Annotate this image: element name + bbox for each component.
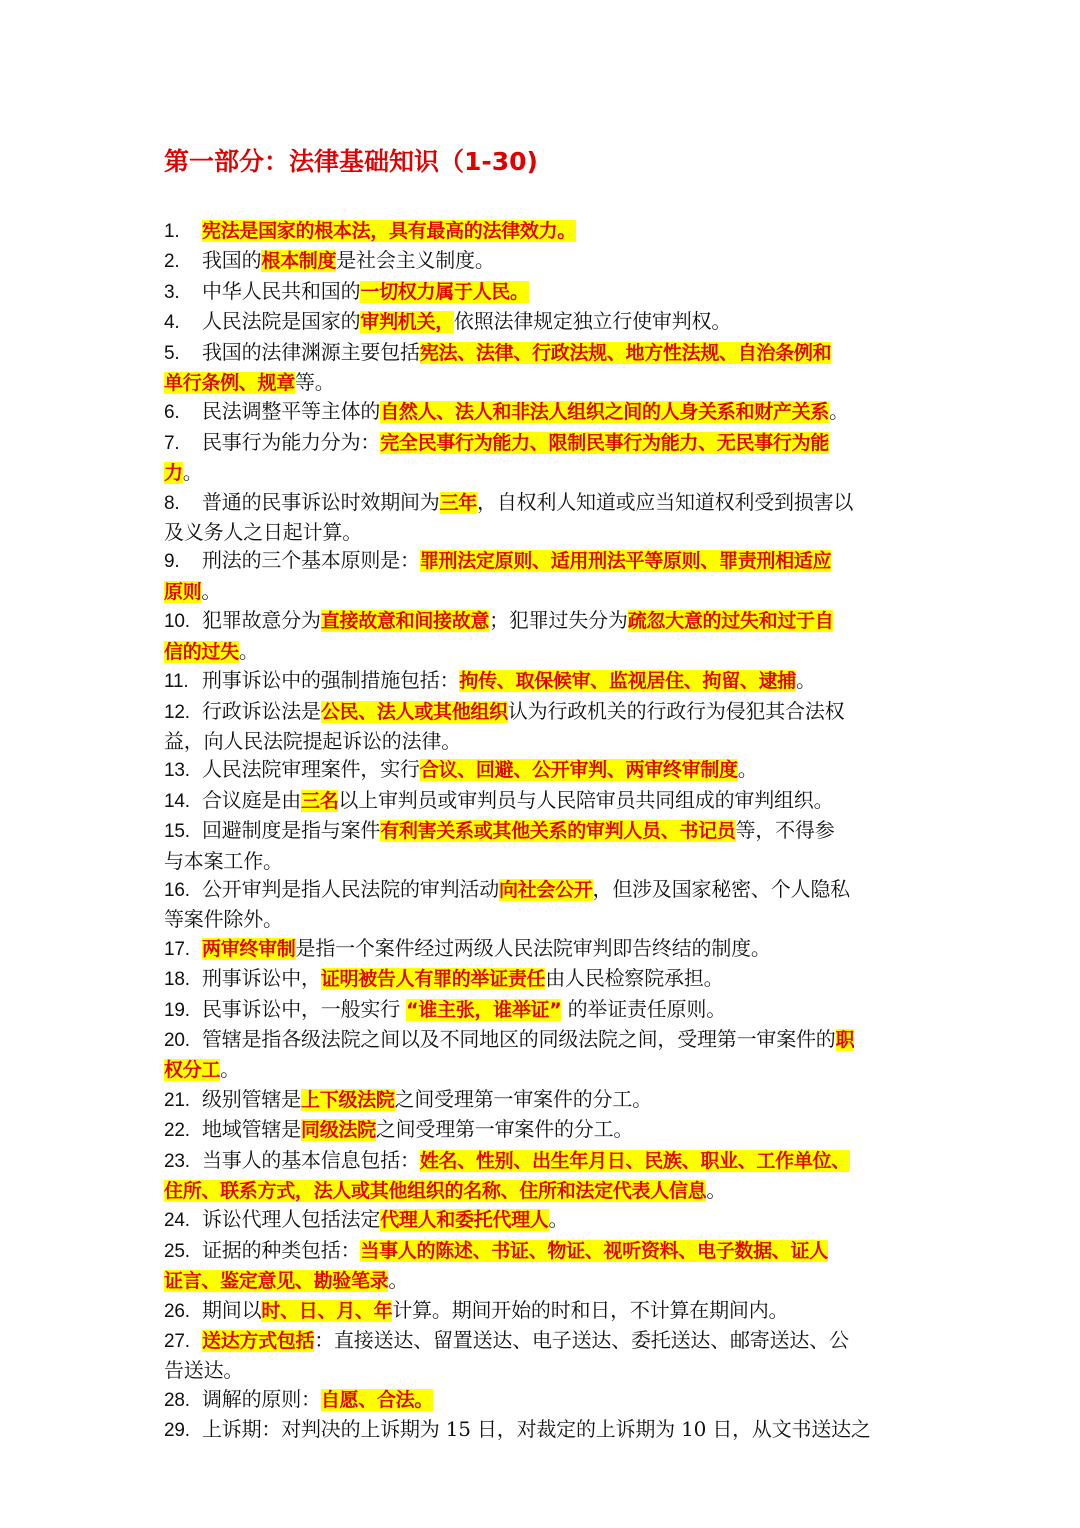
item-text: 依照法律规定独立行使审判权。 <box>453 309 732 334</box>
list-item-line <box>164 1055 924 1084</box>
item-text: 。 <box>238 638 259 663</box>
list-item-line <box>164 1146 924 1176</box>
item-text: 当事人的基本信息包括： <box>202 1147 420 1172</box>
item-number: 26. <box>164 1300 190 1322</box>
item-text: 刑事诉讼中的强制措施包括： <box>202 668 460 693</box>
list-item-line <box>164 637 924 666</box>
item-number: 11. <box>164 671 189 693</box>
highlighted-text: 姓名、性别、出生年月日、民族、职业、工作单位、 <box>419 1149 850 1172</box>
item-text: 由人民检察院承担。 <box>545 966 724 991</box>
highlighted-text: 向社会公开 <box>499 878 593 901</box>
item-number: 1. <box>164 221 180 242</box>
item-text: 民事行为能力分为： <box>202 429 381 454</box>
item-text: 地域管辖是 <box>202 1117 301 1142</box>
highlighted-text: 直接故意和间接故意 <box>320 610 490 633</box>
list-item-line <box>164 1025 924 1055</box>
item-number: 29. <box>164 1420 190 1442</box>
item-text: 公开审判是指人民法院的审判活动 <box>202 876 499 901</box>
highlighted-text: 时、日、月、年 <box>261 1299 393 1322</box>
list-item <box>164 697 924 756</box>
item-number: 22. <box>164 1120 190 1142</box>
item-text: 等。 <box>294 370 335 395</box>
list-item-line <box>164 338 924 368</box>
item-text: 诉讼代理人包括法定 <box>202 1207 381 1232</box>
item-number: 24. <box>164 1210 190 1232</box>
item-number: 7. <box>164 432 180 454</box>
item-text: ：直接送达、留置送达、电子送达、委托送达、邮寄送达、公 <box>314 1328 849 1353</box>
item-text: 民事诉讼中，一般实行 <box>202 996 407 1021</box>
item-text: 。 <box>220 1057 240 1082</box>
list-item <box>164 816 924 875</box>
item-text: 。 <box>201 578 222 603</box>
list-item <box>164 1085 924 1115</box>
list-item-line <box>164 1296 924 1326</box>
highlighted-text: 完全民事行为能力、限制民事行为能力、无民事行为能 <box>380 431 830 454</box>
item-number: 16. <box>164 879 190 901</box>
knowledge-list <box>164 216 924 1446</box>
list-item-line <box>164 1326 924 1356</box>
item-text: 是社会主义制度。 <box>336 248 495 273</box>
list-item-line <box>164 755 924 785</box>
highlighted-text: 根本制度 <box>261 250 337 273</box>
highlighted-text: 合议、回避、公开审判、两审终审制度 <box>419 759 738 782</box>
list-item-line <box>164 816 924 846</box>
list-item <box>164 216 924 246</box>
list-item-line <box>164 606 924 636</box>
highlighted-text: 原则 <box>164 580 202 603</box>
item-text: 期间以 <box>202 1297 262 1322</box>
highlighted-text: 审判机关， <box>360 311 454 334</box>
list-item <box>164 1415 924 1445</box>
highlighted-text: 同级法院 <box>301 1119 376 1142</box>
list-item <box>164 1146 924 1206</box>
item-text: 告送达。 <box>164 1358 244 1383</box>
list-item <box>164 786 924 816</box>
item-text: 。 <box>737 757 758 782</box>
item-text: 。 <box>182 460 203 485</box>
item-number: 14. <box>164 790 190 812</box>
item-number: 25. <box>164 1240 190 1262</box>
item-text: ，自权利人知道或应当知道权利受到损害以 <box>477 489 854 514</box>
highlighted-text: 职 <box>835 1028 855 1051</box>
item-text: 普通的民事诉讼时效期间为 <box>202 489 440 514</box>
list-item-line <box>164 786 924 816</box>
list-item <box>164 995 924 1025</box>
item-text: 回避制度是指与案件 <box>202 818 381 843</box>
item-number: 10. <box>164 611 190 633</box>
item-text: 与本案工作。 <box>164 848 283 873</box>
list-item <box>164 307 924 337</box>
list-item <box>164 755 924 785</box>
list-item-line <box>164 934 924 964</box>
item-number: 19. <box>164 999 190 1021</box>
item-number: 21. <box>164 1089 190 1111</box>
list-item-line <box>164 458 924 487</box>
list-item <box>164 277 924 307</box>
list-item <box>164 546 924 606</box>
item-text: 益，向人民法院提起诉讼的法律。 <box>164 728 461 753</box>
item-text: 是指一个案件经过两级人民法院审判即告终结的制度。 <box>295 935 771 960</box>
item-number: 5. <box>164 342 180 364</box>
highlighted-text: 自愿、合法。 <box>320 1388 434 1411</box>
highlighted-text: “谁主张，谁举证” <box>406 998 562 1021</box>
item-text: ，但涉及国家秘密、个人隐私 <box>592 876 850 901</box>
list-item-line <box>164 905 924 933</box>
list-item-line <box>164 428 924 458</box>
list-item-line <box>164 847 924 875</box>
list-item <box>164 606 924 666</box>
list-item <box>164 338 924 398</box>
list-item-line <box>164 1176 924 1205</box>
highlighted-text: 自然人、法人和非法人组织之间的人身关系和财产关系 <box>380 401 830 424</box>
list-item-line <box>164 1385 924 1415</box>
item-text: 我国的法律渊源主要包括 <box>202 339 420 364</box>
item-text: 上诉期：对判决的上诉期为 15 日，对裁定的上诉期为 10 日，从文书送达之 <box>202 1417 871 1442</box>
highlighted-text: 住所、联系方式，法人或其他组织的名称、住所和法定代表人信息 <box>164 1180 707 1202</box>
item-text: 。 <box>796 668 816 693</box>
highlighted-text: 证言、鉴定意见、勘验笔录 <box>164 1270 389 1293</box>
item-text: 及义务人之日起计算。 <box>164 520 362 545</box>
list-item-line <box>164 1205 924 1235</box>
list-item-line <box>164 1115 924 1145</box>
highlighted-text: 宪法是国家的根本法，具有最高的法律效力。 <box>202 220 577 242</box>
highlighted-text: 当事人的陈述、书证、物证、视听资料、电子数据、证人 <box>360 1239 828 1262</box>
list-item <box>164 488 924 547</box>
item-number: 13. <box>164 760 190 782</box>
item-text: 我国的 <box>202 248 262 273</box>
item-text: 以上审判员或审判员与人民陪审员共同组成的审判组织。 <box>338 787 834 812</box>
list-item <box>164 934 924 964</box>
item-number: 4. <box>164 312 180 334</box>
highlighted-text: 送达方式包括 <box>202 1330 315 1353</box>
highlighted-text: 信的过失 <box>164 640 239 663</box>
item-number: 28. <box>164 1389 190 1411</box>
item-number: 9. <box>164 551 180 573</box>
item-text: 中华人民共和国的 <box>202 278 361 303</box>
item-text: 人民法院审理案件，实行 <box>202 757 420 782</box>
item-text: 之间受理第一审案件的分工。 <box>375 1117 634 1142</box>
item-text: 。 <box>706 1178 727 1202</box>
item-text: 。 <box>829 399 849 424</box>
highlighted-text: 权分工 <box>164 1059 221 1082</box>
item-text: 证据的种类包括： <box>202 1237 361 1262</box>
item-text: 之间受理第一审案件的分工。 <box>394 1086 652 1111</box>
highlighted-text: 上下级法院 <box>301 1088 395 1111</box>
item-text: 行政诉讼法是 <box>202 698 321 723</box>
item-text: 刑法的三个基本原则是： <box>202 548 420 573</box>
list-item-line <box>164 368 924 397</box>
list-item <box>164 1236 924 1296</box>
list-item-line <box>164 246 924 276</box>
item-text: 民法调整平等主体的 <box>202 399 381 424</box>
item-number: 2. <box>164 251 180 273</box>
item-number: 6. <box>164 402 180 424</box>
list-item-line <box>164 277 924 307</box>
list-item-line <box>164 307 924 337</box>
item-text: 合议庭是由 <box>202 787 301 812</box>
highlighted-text: 力 <box>164 462 183 485</box>
highlighted-text: 三年 <box>439 491 478 514</box>
item-number: 12. <box>164 701 190 723</box>
list-item <box>164 964 924 994</box>
list-item-line <box>164 697 924 727</box>
item-text: 刑事诉讼中， <box>202 966 321 991</box>
item-number: 27. <box>164 1331 190 1353</box>
item-number: 8. <box>164 492 180 514</box>
list-item-line <box>164 577 924 606</box>
list-item-line <box>164 546 924 576</box>
item-text: 认为行政机关的行政行为侵犯其合法权 <box>507 698 845 723</box>
item-text: 调解的原则： <box>202 1386 321 1411</box>
item-text: 犯罪故意分为 <box>202 608 321 633</box>
list-item-line <box>164 875 924 905</box>
item-number: 15. <box>164 821 190 843</box>
list-item-line <box>164 964 924 994</box>
list-item <box>164 875 924 934</box>
item-text: 。 <box>388 1268 409 1293</box>
item-text: 级别管辖是 <box>202 1086 301 1111</box>
list-item-line <box>164 518 924 546</box>
list-item-line <box>164 1415 924 1445</box>
section-title: 第一部分：法律基础知识（1-30) <box>164 147 538 176</box>
item-text: 人民法院是国家的 <box>202 309 361 334</box>
highlighted-text: 疏忽大意的过失和过于自 <box>627 610 834 633</box>
item-number: 18. <box>164 969 190 991</box>
list-item-line <box>164 488 924 518</box>
list-item <box>164 1025 924 1085</box>
item-text: ；犯罪过失分为 <box>489 608 628 633</box>
item-number: 20. <box>164 1029 190 1051</box>
item-text: 等，不得参 <box>735 818 835 843</box>
list-item-line <box>164 666 924 696</box>
highlighted-text: 拘传、取保候审、监视居住、拘留、逮捕 <box>459 670 797 693</box>
highlighted-text: 罪刑法定原则、适用刑法平等原则、罪责刑相适应 <box>419 550 832 573</box>
item-number: 3. <box>164 281 180 303</box>
item-number: 23. <box>164 1150 190 1172</box>
list-item-line <box>164 397 924 427</box>
highlighted-text: 公民、法人或其他组织 <box>320 700 508 723</box>
item-text: 等案件除外。 <box>164 907 283 932</box>
list-item <box>164 428 924 488</box>
list-item <box>164 246 924 276</box>
highlighted-text: 宪法、法律、行政法规、地方性法规、自治条例和 <box>419 341 832 364</box>
list-item <box>164 1326 924 1385</box>
item-text: 计算。期间开始的时和日，不计算在期间内。 <box>392 1297 789 1322</box>
list-item-line <box>164 995 924 1025</box>
highlighted-text: 两审终审制 <box>202 937 296 960</box>
item-text: 的举证责任原则。 <box>561 996 727 1021</box>
item-text: 。 <box>548 1207 569 1232</box>
item-text: 管辖是指各级法院之间以及不同地区的同级法院之间，受理第一审案件的 <box>202 1026 836 1051</box>
list-item-line <box>164 1085 924 1115</box>
list-item-line <box>164 1236 924 1266</box>
highlighted-text: 代理人和委托代理人 <box>380 1209 549 1232</box>
highlighted-text: 单行条例、规章 <box>164 372 295 395</box>
list-item <box>164 1385 924 1415</box>
list-item <box>164 1205 924 1235</box>
highlighted-text: 三名 <box>301 789 339 812</box>
list-item-line <box>164 727 924 755</box>
list-item-line <box>164 1356 924 1384</box>
list-item <box>164 1296 924 1326</box>
highlighted-text: 一切权力属于人民。 <box>360 280 529 303</box>
list-item <box>164 666 924 696</box>
list-item-line <box>164 216 924 246</box>
highlighted-text: 证明被告人有罪的举证责任 <box>320 968 546 991</box>
list-item-line <box>164 1266 924 1295</box>
list-item <box>164 397 924 427</box>
list-item <box>164 1115 924 1145</box>
highlighted-text: 有利害关系或其他关系的审判人员、书记员 <box>380 820 736 843</box>
item-number: 17. <box>164 938 190 960</box>
